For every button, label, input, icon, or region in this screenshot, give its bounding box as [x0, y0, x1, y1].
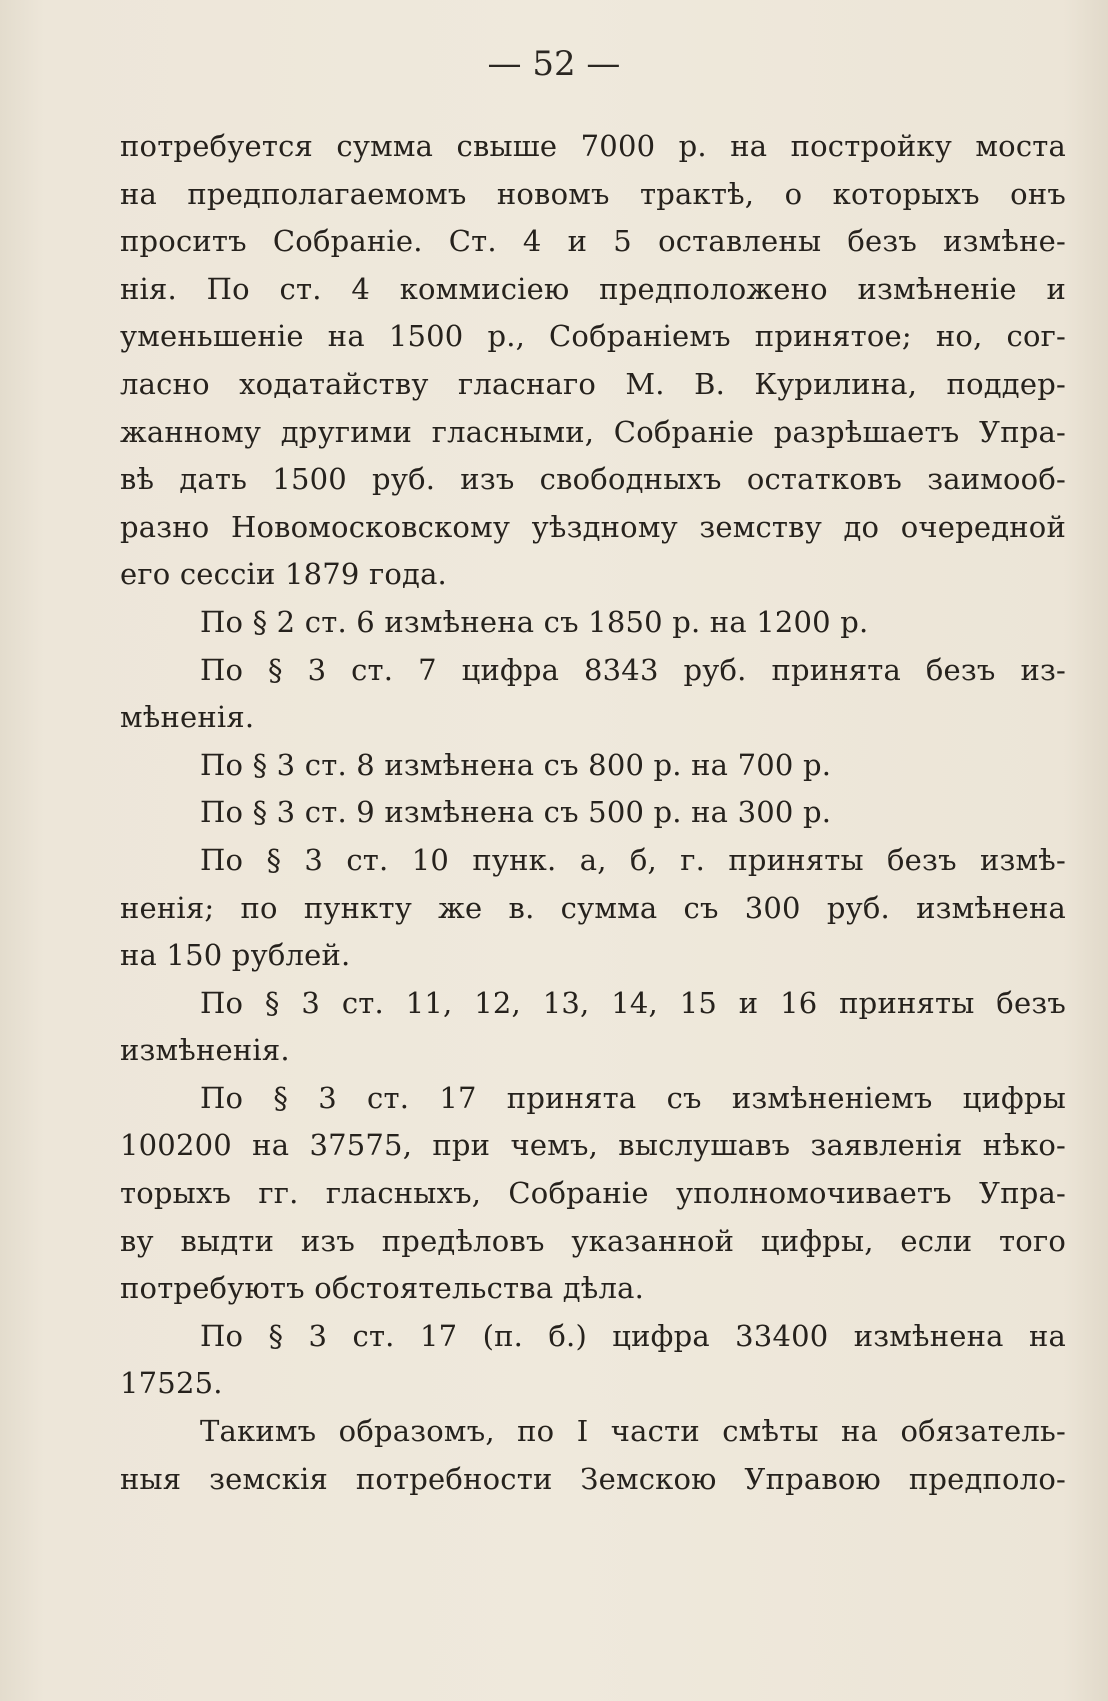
- text-line: потребуютъ обстоятельства дѣла.: [120, 1271, 645, 1306]
- text-line: его сессіи 1879 года.: [120, 557, 447, 592]
- text-line: проситъ Собраніе. Ст. 4 и 5 оставлены безъ измѣне-: [120, 224, 1066, 259]
- text-line: на предполагаемомъ новомъ трактѣ, о которыхъ онъ: [120, 176, 1066, 211]
- text-line: По § 3 ст. 17 принята съ измѣненіемъ цифры: [200, 1080, 1066, 1115]
- text-line: жанному другими гласными, Собраніе разрѣшаетъ Упра-: [120, 414, 1066, 449]
- page-number: — 52 —: [487, 44, 621, 84]
- text-line: Такимъ образомъ, по I части смѣты на обязатель-: [200, 1414, 1066, 1449]
- text-line: вѣ дать 1500 руб. изъ свободныхъ остатковъ заимооб-: [120, 462, 1066, 497]
- text-line: потребуется сумма свыше 7000 р. на постройку моста: [120, 129, 1066, 163]
- text-line: уменьшеніе на 1500 р., Собраніемъ принятое; но, сог-: [120, 319, 1066, 354]
- text-line: По § 2 ст. 6 измѣнена съ 1850 р. на 1200 р.: [200, 604, 869, 639]
- text-line: нія. По ст. 4 коммисіею предположено измѣненіе и: [120, 271, 1066, 306]
- text-line: на 150 рублей.: [120, 938, 351, 973]
- text-line: По § 3 ст. 11, 12, 13, 14, 15 и 16 приняты безъ: [200, 985, 1066, 1020]
- text-line: По § 3 ст. 10 пунк. а, б, г. приняты безъ измѣ-: [200, 842, 1066, 877]
- text-line: ныя земскія потребности Земскою Управою предполо-: [120, 1461, 1066, 1496]
- text-line: По § 3 ст. 17 (п. б.) цифра 33400 измѣнена на: [200, 1318, 1066, 1353]
- text-line: ласно ходатайству гласнаго М. В. Курилина, поддер-: [120, 366, 1066, 401]
- text-line: торыхъ гг. гласныхъ, Собраніе уполномочиваетъ Упра-: [120, 1176, 1066, 1211]
- text-line: По § 3 ст. 9 измѣнена съ 500 р. на 300 р.: [200, 795, 832, 830]
- text-line: измѣненія.: [120, 1033, 290, 1068]
- text-line: По § 3 ст. 7 цифра 8343 руб. принята безъ из-: [200, 652, 1066, 687]
- text-line: ву выдти изъ предѣловъ указанной цифры, если того: [120, 1223, 1066, 1258]
- text-line: разно Новомосковскому уѣздному земству до очередной: [120, 509, 1066, 544]
- text-line: 17525.: [120, 1366, 223, 1401]
- text-line: ненія; по пункту же в. сумма съ 300 руб. измѣнена: [120, 890, 1066, 925]
- body-text: [120, 123, 1066, 1503]
- text-line: 100200 на 37575, при чемъ, выслушавъ заявленія нѣко-: [120, 1128, 1066, 1163]
- text-line: По § 3 ст. 8 измѣнена съ 800 р. на 700 р.: [200, 747, 832, 782]
- text-line: мѣненія.: [120, 700, 255, 735]
